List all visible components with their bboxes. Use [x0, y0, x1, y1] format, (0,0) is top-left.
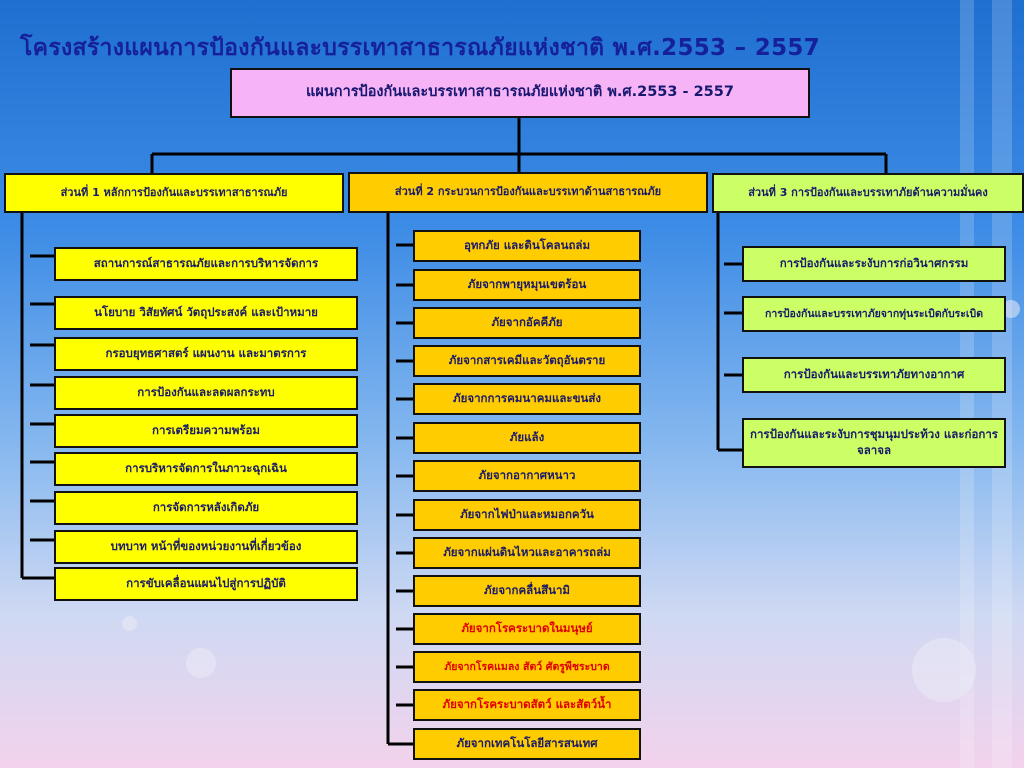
part2-item-box: ภัยแล้ง	[413, 422, 641, 454]
part1-header-box: ส่วนที่ 1 หลักการป้องกันและบรรเทาสาธารณภัย	[4, 173, 344, 213]
part2-item-box: ภัยจากอัคคีภัย	[413, 307, 641, 339]
part2-item-box: ภัยจากคลื่นสึนามิ	[413, 575, 641, 607]
part1-item-box: การขับเคลื่อนแผนไปสู่การปฏิบัติ	[54, 567, 358, 601]
part2-item-box: อุทกภัย และดินโคลนถล่ม	[413, 230, 641, 262]
part1-item-box: การเตรียมความพร้อม	[54, 414, 358, 448]
part1-item-box: นโยบาย วิสัยทัศน์ วัตถุประสงค์ และเป้าหมาย	[54, 296, 358, 330]
part2-header-box: ส่วนที่ 2 กระบวนการป้องกันและบรรเทาด้านสาธารณภัย	[348, 172, 708, 213]
part2-item-box: ภัยจากไฟป่าและหมอกควัน	[413, 499, 641, 531]
part3-item-box: การป้องกันและบรรเทาภัยจากทุ่นระเบิดกับระเบิด	[742, 296, 1006, 332]
part3-item-box: การป้องกันและบรรเทาภัยทางอากาศ	[742, 357, 1006, 393]
part1-item-box: การบริหารจัดการในภาวะฉุกเฉิน	[54, 452, 358, 486]
part3-header-box: ส่วนที่ 3 การป้องกันและบรรเทาภัยด้านความมั่นคง	[712, 173, 1024, 213]
part1-item-box: กรอบยุทธศาสตร์ แผนงาน และมาตรการ	[54, 337, 358, 371]
part1-item-box: การจัดการหลังเกิดภัย	[54, 491, 358, 525]
part2-item-box: ภัยจากพายุหมุนเขตร้อน	[413, 269, 641, 301]
part2-item-box: ภัยจากสารเคมีและวัตถุอันตราย	[413, 345, 641, 377]
part2-item-box: ภัยจากเทคโนโลยีสารสนเทศ	[413, 728, 641, 760]
part2-item-box: ภัยจากโรคแมลง สัตว์ ศัตรูพืชระบาด	[413, 651, 641, 683]
part3-item-box: การป้องกันและระงับการก่อวินาศกรรม	[742, 246, 1006, 282]
part3-item-box: การป้องกันและระงับการชุมนุมประท้วง และก่อการจลาจล	[742, 418, 1006, 468]
part1-item-box: การป้องกันและลดผลกระทบ	[54, 376, 358, 410]
part2-item-box: ภัยจากโรคระบาดในมนุษย์	[413, 613, 641, 645]
slide-title: โครงสร้างแผนการป้องกันและบรรเทาสาธารณภัยแห่งชาติ พ.ศ.2553 – 2557	[20, 35, 820, 61]
root-plan-box: แผนการป้องกันและบรรเทาสาธารณภัยแห่งชาติ พ.ศ.2553 - 2557	[230, 68, 810, 118]
part1-item-box: บทบาท หน้าที่ของหน่วยงานที่เกี่ยวข้อง	[54, 530, 358, 564]
part2-item-box: ภัยจากแผ่นดินไหวและอาคารถล่ม	[413, 537, 641, 569]
part2-item-box: ภัยจากอากาศหนาว	[413, 460, 641, 492]
part1-item-box: สถานการณ์สาธารณภัยและการบริหารจัดการ	[54, 247, 358, 281]
part2-item-box: ภัยจากการคมนาคมและขนส่ง	[413, 383, 641, 415]
part2-item-box: ภัยจากโรคระบาดสัตว์ และสัตว์น้ำ	[413, 689, 641, 721]
